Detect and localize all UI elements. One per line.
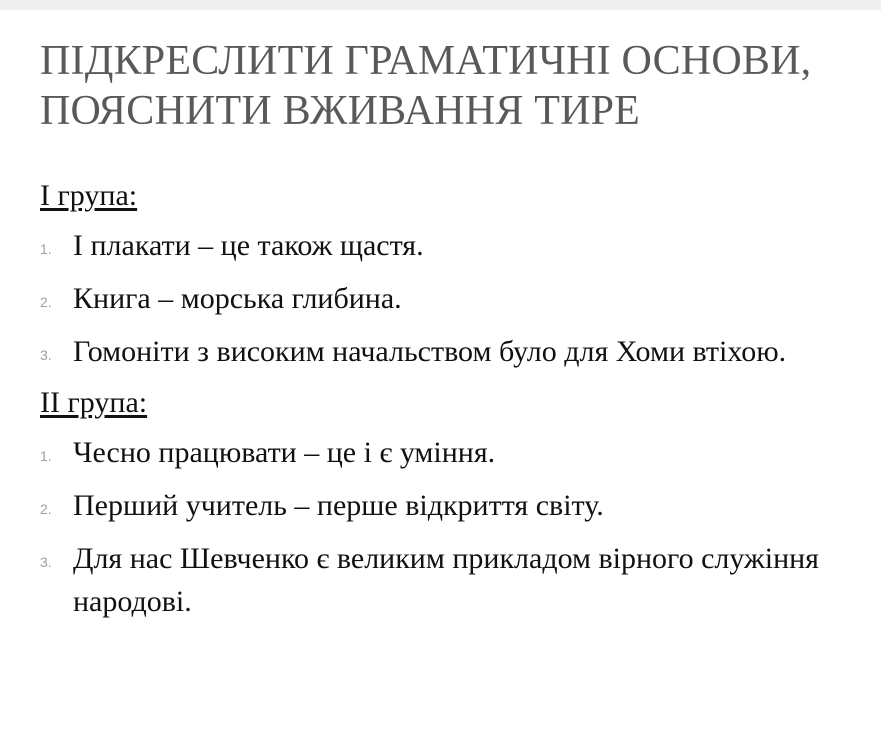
item-text: Книга – морська глибина. — [73, 282, 402, 315]
group-1-list — [40, 224, 860, 373]
item-text: І плакати – це також щастя. — [73, 229, 424, 262]
list-item — [40, 431, 860, 474]
item-number: 1. — [40, 241, 52, 257]
slide-content — [40, 176, 860, 633]
item-number: 1. — [40, 448, 52, 464]
list-item — [40, 224, 860, 267]
item-number: 2. — [40, 501, 52, 517]
list-item — [40, 484, 860, 527]
item-text: Чесно працювати – це і є уміння. — [73, 436, 496, 469]
group-2-list — [40, 431, 860, 623]
item-number: 3. — [40, 347, 52, 363]
list-item — [40, 537, 860, 623]
item-number: 3. — [40, 554, 52, 570]
group-1-heading: І група: — [40, 179, 138, 212]
slide-title — [40, 36, 860, 136]
list-item — [40, 277, 860, 320]
list-item — [40, 330, 860, 373]
slide — [0, 10, 881, 737]
title-line-2: ПОЯСНИТИ ВЖИВАННЯ ТИРЕ — [40, 88, 641, 134]
title-line-1: ПІДКРЕСЛИТИ ГРАМАТИЧНІ ОСНОВИ, — [40, 38, 812, 84]
item-text: Для нас Шевченко є великим прикладом вірного служіння народові. — [73, 542, 819, 618]
item-text: Гомоніти з високим начальством було для Хоми втіхою. — [73, 335, 787, 368]
item-text: Перший учитель – перше відкриття світу. — [73, 489, 604, 522]
top-border — [0, 0, 881, 10]
group-2-heading: ІІ група: — [40, 386, 148, 419]
item-number: 2. — [40, 294, 52, 310]
